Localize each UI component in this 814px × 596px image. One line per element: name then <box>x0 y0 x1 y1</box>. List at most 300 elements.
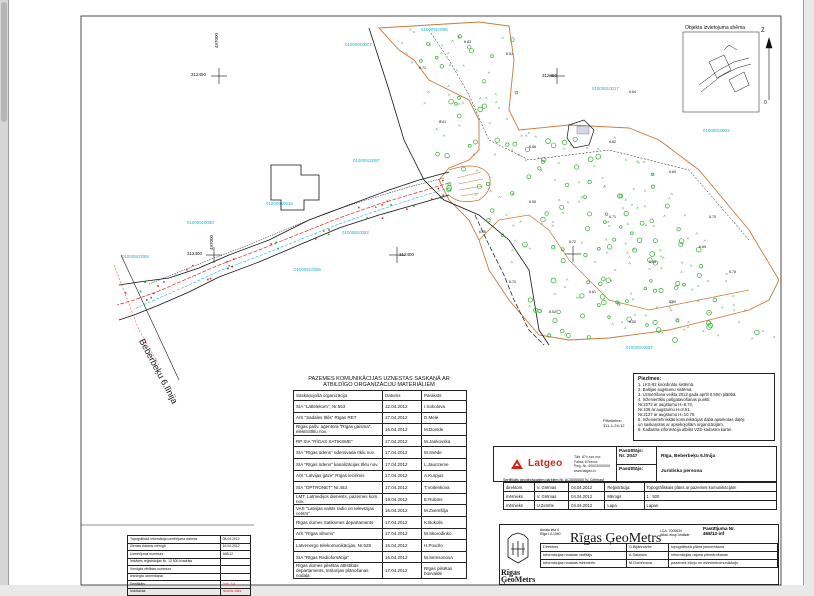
tree-mark <box>604 221 607 224</box>
reg-label: Topogrāfiskā informācija uzmērījuma datums <box>128 536 221 544</box>
company-contact <box>574 455 610 473</box>
survey-point <box>175 275 177 277</box>
survey-point <box>441 198 443 200</box>
org-name: Latvenergo telekomunikācijas, Nr.528 <box>294 540 383 552</box>
grass-mark <box>586 147 588 149</box>
survey-point <box>210 278 212 280</box>
contact-line: Reģ. Nr. 40003000000 <box>574 464 611 468</box>
table-row <box>294 424 467 436</box>
grass-mark <box>688 321 690 323</box>
tree-mark <box>427 42 430 45</box>
grass-mark <box>612 323 614 325</box>
structure-hatch <box>577 126 589 134</box>
approval-date: 17.04.2012 <box>383 458 422 470</box>
approval-date: 17.04.2012 <box>383 447 422 459</box>
grass-mark <box>488 72 490 74</box>
grass-mark <box>733 304 735 306</box>
grass-mark <box>726 273 728 275</box>
grass-mark <box>525 159 527 161</box>
geometrs-title-block <box>499 524 779 585</box>
cadastre-label: 01000910055 <box>294 267 321 272</box>
grass-mark <box>608 225 610 227</box>
grass-mark <box>683 329 685 331</box>
tree-mark <box>606 278 611 283</box>
grass-mark <box>691 289 693 291</box>
survey-point <box>279 252 281 254</box>
tree-mark <box>546 139 551 144</box>
elevation-label: 6.75 <box>709 215 716 219</box>
geo-name: O.Bijārinovīte <box>626 544 668 552</box>
grass-mark <box>625 159 627 161</box>
tree-mark <box>440 65 444 69</box>
grass-mark <box>662 332 664 334</box>
elevation-label: 6.51 <box>506 52 513 56</box>
cadastre-line <box>369 28 549 345</box>
approval-date: 12.04.2012 <box>383 401 422 413</box>
grass-mark <box>721 307 723 309</box>
grass-mark <box>773 336 775 338</box>
org-table-title: PAZEMES KOMUNIKĀCIJAS UZNESTAS SASKAŅĀ AR ATBILDĪGO ORGANIZĀCIJU MATERIĀLIEM <box>308 376 450 388</box>
geo-note: pazemes būvju un inženierkomunikāciju <box>669 560 778 568</box>
table-row <box>128 543 251 551</box>
grass-mark <box>458 103 460 105</box>
tree-mark <box>462 167 466 171</box>
grass-mark <box>630 293 632 295</box>
note-line: 4. Inženiertīklu pašgatavošanas punkti: <box>638 397 711 402</box>
approval-header: Paraksts <box>422 391 467 401</box>
wordmark-line: ĢeoMetrs <box>501 575 536 584</box>
survey-point <box>140 291 142 293</box>
north-letter: Z <box>761 28 765 34</box>
tree-mark <box>574 165 578 169</box>
reg-label: Iesniegta uzņemšanai <box>128 573 221 581</box>
cadastre-label: 01000910017 <box>592 86 619 91</box>
survey-point <box>163 281 165 283</box>
contact-line: www.latgeo.lv <box>574 468 596 473</box>
approval-header: Datums <box>383 391 422 401</box>
registration-table <box>127 535 251 596</box>
grass-mark <box>576 297 578 299</box>
reg-label: Izdošanas <box>128 588 221 596</box>
survey-point <box>227 268 229 270</box>
tree-mark <box>676 281 680 285</box>
survey-point <box>315 238 317 240</box>
elevation-label: 6.71 <box>609 215 616 219</box>
reg-value <box>220 558 250 566</box>
org-name: Rīgas pašv. aģentūra "Rīgas gaisma", elektrotīklu nov. <box>294 424 383 436</box>
reg-value: Nodots vāks <box>220 588 250 596</box>
grass-mark <box>475 194 477 196</box>
grass-mark <box>506 214 508 216</box>
elevation-label: 6.83 <box>464 40 471 44</box>
grass-mark <box>621 321 623 323</box>
grass-mark <box>552 221 554 223</box>
tree-mark <box>640 221 644 225</box>
org-name: SIA "Rīgas ūdens" ūdensvada tīklu nov. <box>294 447 383 459</box>
tree-mark <box>597 304 600 307</box>
tree-mark <box>624 211 629 216</box>
tree-mark <box>597 247 600 250</box>
approval-signature: M.Dovīde <box>422 424 467 436</box>
signature-role: direktors <box>504 483 535 492</box>
tree-mark <box>449 99 454 104</box>
tree-mark <box>697 273 701 277</box>
grass-mark <box>451 40 453 42</box>
note-line: 6. Kadastra informācija atbilst VZD kadastra kartei. <box>638 427 733 432</box>
signature-value: Lapas <box>644 501 776 510</box>
table-row <box>504 483 777 492</box>
tree-mark <box>607 245 612 250</box>
parcel-boundary-2 <box>479 215 749 310</box>
grass-mark <box>443 135 445 137</box>
grass-mark <box>593 165 595 167</box>
drawing-sheet <box>8 0 804 594</box>
grass-mark <box>511 261 513 263</box>
table-row <box>128 558 251 566</box>
tree-mark <box>513 142 517 146</box>
cadastre-label: 01000910018 <box>266 201 293 206</box>
signature-field: Reģistrācija: <box>605 483 644 492</box>
approval-signature: I.Sokolova <box>422 401 467 413</box>
grass-mark <box>495 101 497 103</box>
tree-mark <box>653 320 657 324</box>
tree-mark <box>596 154 601 159</box>
survey-point <box>125 292 127 294</box>
note-line: 5. Inženiertehniskās komunikācijas dabā apsekotas daļēji <box>638 417 745 422</box>
grass-mark <box>681 271 683 273</box>
contact-line: Fakss 67xxxxx <box>574 459 598 464</box>
tree-mark <box>482 104 486 108</box>
note-line: 2. Baltijas augstumu sistēmā. <box>638 387 693 392</box>
project-address: Rīga, Beberbeķu 6.līnija <box>661 454 716 459</box>
tree-mark <box>644 287 647 290</box>
survey-point <box>323 230 325 232</box>
tree-mark <box>588 157 593 162</box>
table-row <box>128 551 251 559</box>
grass-mark <box>413 31 415 33</box>
reg-label: Uzmērījuma nummurs <box>128 551 221 559</box>
project-order-no: Nr. 2047 <box>619 454 638 459</box>
grass-mark <box>401 42 403 44</box>
grass-mark <box>643 161 645 163</box>
reg-value: 08.04.2012 <box>220 536 250 544</box>
tree-mark <box>584 254 587 257</box>
tree-mark <box>435 56 438 59</box>
signature-name: U.Zemīte <box>534 501 568 510</box>
table-row <box>294 516 467 528</box>
survey-point <box>442 194 444 196</box>
grass-mark <box>660 255 662 257</box>
north-arrow <box>766 38 772 100</box>
tree-symbols <box>420 35 760 343</box>
geo-reg <box>660 529 689 537</box>
grass-mark <box>707 280 709 282</box>
grass-mark <box>428 91 430 93</box>
reg-label: Vienīgās vērtības nummurs <box>128 566 221 574</box>
cadastre-label: 01000910089 <box>122 254 149 259</box>
grass-mark <box>625 199 627 201</box>
reg-value <box>220 566 250 574</box>
grass-mark <box>738 321 740 323</box>
grass-mark <box>552 225 554 227</box>
reg-value <box>220 573 250 581</box>
tree-mark <box>552 246 555 249</box>
org-name: SIA "Lattelekom", Nr.553 <box>294 401 383 413</box>
tree-mark <box>551 143 556 148</box>
approval-date: 17.04.2012 <box>383 435 422 447</box>
grass-mark <box>498 107 500 109</box>
tree-mark <box>713 298 717 302</box>
grass-mark <box>751 337 753 339</box>
grass-mark <box>629 256 631 258</box>
table-row <box>294 505 467 517</box>
grass-mark <box>606 252 608 254</box>
north-value: 0 <box>764 100 767 106</box>
table-row <box>128 581 251 589</box>
signature-name: V. Grēmas <box>534 483 568 492</box>
owner-value: Juridiska persona <box>661 469 703 474</box>
note-line: 3. Uzmērīšana veikta 2012.gada aprīlī 0.50m plātībā. <box>638 392 737 397</box>
grass-mark <box>567 201 569 203</box>
elevation-label: 6.78 <box>729 270 736 274</box>
approval-signature: E.Rubīns <box>422 493 467 505</box>
cadastre-label: 01000910032 <box>703 128 730 133</box>
table-row <box>504 492 777 501</box>
grass-mark <box>578 181 580 183</box>
org-name: Rīgas domes pilsētas attīstības departaments, teritorijas plānošanas nodaļa <box>294 563 383 579</box>
grass-mark <box>614 137 616 139</box>
grass-mark <box>632 298 634 300</box>
grass-mark <box>636 161 638 163</box>
tree-mark <box>587 281 590 284</box>
grass-mark <box>687 237 689 239</box>
tree-mark <box>707 310 712 315</box>
approval-signature: Rīgas pilsētas būvvalde <box>422 563 467 579</box>
grass-mark <box>671 193 673 195</box>
tree-mark <box>523 242 528 247</box>
tree-mark <box>455 102 458 105</box>
elevation-label: 6.69 <box>669 170 676 174</box>
grass-mark <box>535 136 537 138</box>
approval-signature: H.Povdro <box>422 540 467 552</box>
elevation-label: 6.66 <box>529 145 536 149</box>
tree-mark <box>677 227 681 231</box>
grass-mark <box>717 334 719 336</box>
tree-mark <box>487 218 490 221</box>
tree-mark <box>542 157 547 162</box>
geo-order-value: 468/12-inf <box>703 531 725 536</box>
owner-label: Pasūtītājs: <box>617 465 657 483</box>
geo-role: Informācijas nodaļas inženieris <box>541 560 627 568</box>
parcel-boundary <box>379 22 779 340</box>
tree-mark <box>478 107 483 112</box>
tree-mark <box>659 288 663 292</box>
grass-mark <box>702 330 704 332</box>
tree-mark <box>580 314 584 318</box>
grass-mark <box>704 240 706 242</box>
tree-mark <box>653 239 657 243</box>
tree-mark <box>560 205 564 209</box>
table-row <box>294 493 467 505</box>
tree-mark <box>527 175 531 179</box>
table-row <box>541 560 778 568</box>
grass-mark <box>562 212 564 214</box>
geo-reg-code: LĢA. 7000634 <box>660 529 682 533</box>
org-name: A/S "Rīgas siltums" <box>294 528 383 540</box>
table-row <box>128 566 251 574</box>
tree-mark <box>600 294 605 299</box>
tree-mark <box>602 300 607 305</box>
approval-signature: M.Skorodinko <box>422 528 467 540</box>
tree-mark <box>631 232 634 235</box>
elevation-label: 6.95 <box>479 230 486 234</box>
grass-mark <box>566 279 568 281</box>
grass-mark <box>684 214 686 216</box>
geo-contact: Amatu iela 4 Rīga LV-1050 <box>540 528 561 536</box>
grass-mark <box>411 62 413 64</box>
company-name: Latgeo <box>528 458 563 469</box>
org-name: LMT, Latmedijos dienests, pazemes kom. nov. <box>294 493 383 505</box>
grass-mark <box>625 243 627 245</box>
approval-date: 16.04.2012 <box>383 540 422 552</box>
grass-mark <box>633 188 635 190</box>
org-name: SIA "OPTRONET" Nr.453 <box>294 482 383 494</box>
grass-mark <box>708 312 710 314</box>
sheet-note <box>603 418 625 428</box>
approval-signature: T.Voitenkova <box>422 482 467 494</box>
approval-signature: K.Bokolis <box>422 516 467 528</box>
cadastre-label: 01000910057 <box>626 345 653 350</box>
survey-point <box>413 205 415 207</box>
grass-mark <box>440 52 442 54</box>
survey-point <box>366 217 368 219</box>
tree-mark <box>650 219 654 223</box>
tree-mark <box>573 137 577 141</box>
grass-mark <box>554 179 556 181</box>
grass-mark <box>462 65 464 67</box>
elevation-label: 6.70 <box>509 280 516 284</box>
grass-mark <box>681 262 683 264</box>
elevation-label: 6.72 <box>569 240 576 244</box>
elevation-label: 6.69 <box>699 245 706 249</box>
survey-point <box>275 241 277 243</box>
approval-date: 17.04.2012 <box>383 482 422 494</box>
tree-mark <box>650 280 653 283</box>
approval-signature: D.Mele <box>422 412 467 424</box>
grass-mark <box>725 280 727 282</box>
approval-date: 17.04.2012 <box>383 528 422 540</box>
vertical-scrollbar[interactable] <box>0 0 8 585</box>
survey-point <box>153 293 155 295</box>
survey-point <box>358 207 360 209</box>
grass-mark <box>528 132 530 134</box>
tree-mark <box>620 226 623 229</box>
table-row <box>294 458 467 470</box>
geo-role: Direktors <box>541 544 627 552</box>
approval-date: 17.04.2012 <box>383 516 422 528</box>
street-edge-bottom <box>119 195 449 320</box>
tree-mark <box>468 144 471 147</box>
table-row <box>294 528 467 540</box>
tree-mark <box>469 49 473 53</box>
grass-mark <box>659 249 661 251</box>
grass-mark <box>733 309 735 311</box>
geo-note: informācijas rajona piemērošanas <box>669 552 778 560</box>
elevation-label: 6.82 <box>609 140 616 144</box>
approval-signature: M.Jankovska <box>422 435 467 447</box>
grass-mark <box>458 125 460 127</box>
cadastre-line <box>429 30 749 240</box>
tree-mark <box>553 318 557 322</box>
approval-date: 16.04.2012 <box>383 424 422 436</box>
grass-mark <box>511 149 513 151</box>
grass-mark <box>540 170 542 172</box>
grass-mark <box>525 135 527 137</box>
grass-mark <box>506 118 508 120</box>
org-name: RP SIA "RĪGAS SATIKSME" <box>294 435 383 447</box>
tree-mark <box>605 213 608 216</box>
grass-mark <box>696 232 698 234</box>
tree-mark <box>673 338 678 343</box>
approval-date: 16.04.2012 <box>383 551 422 563</box>
approval-date: 19.04.2012 <box>383 493 422 505</box>
grass-mark <box>499 196 501 198</box>
grass-mark <box>687 326 689 328</box>
sheet-note-label: Plānšetes: <box>603 418 622 423</box>
tree-mark <box>651 185 654 188</box>
tree-mark <box>551 278 556 283</box>
geo-note: topogrāfiskā plāna pieņemšana <box>669 544 778 552</box>
tree-mark <box>482 80 485 83</box>
grass-mark <box>409 28 411 30</box>
driveway-hatch <box>457 172 483 196</box>
grass-mark <box>653 225 655 227</box>
approval-date: 17.04.2012 <box>383 563 422 579</box>
note-line: Nr.2127 ar augstumu H=10.70. <box>638 412 696 417</box>
grass-mark <box>441 44 443 46</box>
grass-mark <box>502 37 504 39</box>
survey-point <box>192 265 194 267</box>
scrollbar-thumb[interactable] <box>1 2 7 122</box>
location-index-map <box>683 32 759 112</box>
elevation-label: 6.50 <box>629 320 636 324</box>
tree-mark <box>491 55 494 58</box>
grass-mark <box>558 162 560 164</box>
org-name: A/S "Sadales tīkls" Rīgas RET <box>294 412 383 424</box>
survey-point <box>146 299 148 301</box>
grass-mark <box>624 327 626 329</box>
grass-mark <box>581 197 583 199</box>
reg-value: Dnb. 6.jl <box>220 581 250 589</box>
tree-mark <box>588 180 592 184</box>
survey-point <box>328 229 330 231</box>
elevation-label: 6.63 <box>649 260 656 264</box>
grass-mark <box>490 190 492 192</box>
survey-point <box>150 297 152 299</box>
coord-label: 497000 <box>214 32 219 48</box>
tree-mark <box>566 334 570 338</box>
survey-point <box>157 285 159 287</box>
contact-line: Tālr. 67x.xxx.xxx <box>574 455 601 459</box>
grass-mark <box>581 242 583 244</box>
coord-label: 312450 <box>542 73 558 78</box>
geo-order-label: Pasūtījuma Nr. <box>703 526 735 531</box>
wordmark-line: Rīgas <box>501 568 521 577</box>
approval-signature: M.Svēde <box>422 447 467 459</box>
tree-mark <box>420 60 423 63</box>
tree-mark <box>626 300 629 303</box>
notes-box <box>633 373 775 441</box>
